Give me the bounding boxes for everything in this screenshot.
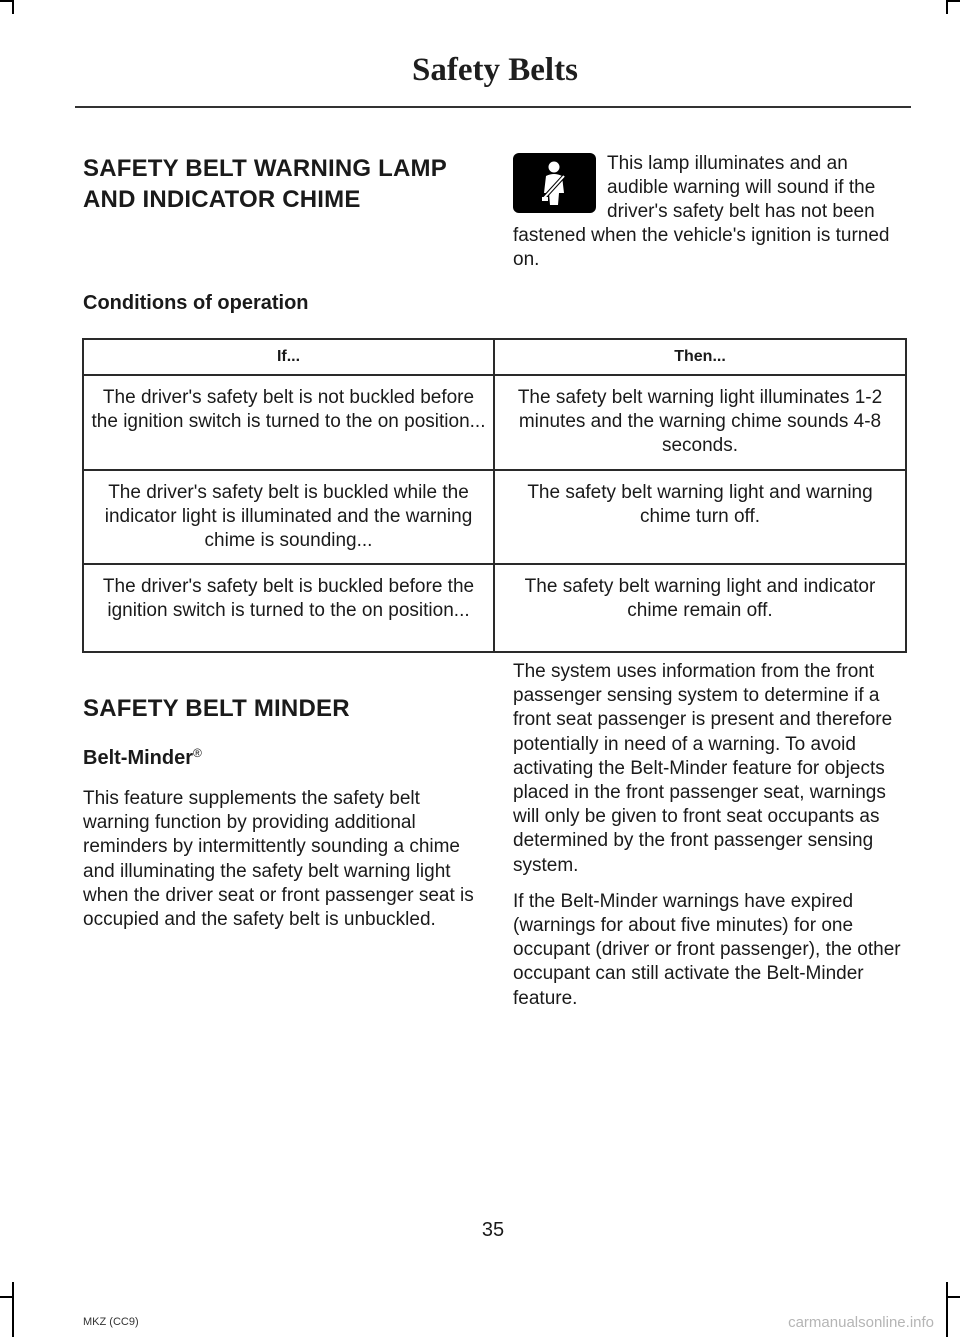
table-header-row (83, 339, 906, 375)
crop-mark (12, 0, 14, 14)
conditions-table (82, 338, 907, 653)
table-row (83, 375, 906, 470)
belt-minder-paragraph: This feature supplements the safety belt warning function by providing additional reminders by intermittently sounding a chime and illuminating the safety belt warning light when the driver seat or front passenger seat is occupied and the safety belt is unbuckled. (83, 788, 474, 931)
column-header-if: If... (83, 339, 494, 375)
table-cell-if: The driver's safety belt is buckled before the ignition switch is turned to the on position... (83, 564, 494, 652)
crop-mark (946, 0, 948, 14)
page-number: 35 (481, 1219, 505, 1241)
belt-minder-subheading (83, 746, 202, 770)
section-heading-line1: SAFETY BELT WARNING LAMP (83, 155, 447, 182)
crop-mark (12, 1282, 14, 1337)
belt-minder-left-column (83, 787, 478, 944)
header-divider (75, 106, 911, 108)
table-row (83, 564, 906, 652)
belt-minder-paragraph: If the Belt-Minder warnings have expired (warnings for about five minutes) for one occupant (driver or front passenger), the other occupant can still activate the Belt-Minder feature. (513, 890, 901, 1009)
lamp-description-continued: fastened when the vehicle's ignition is turned on. (513, 225, 890, 271)
page-title: Safety Belts (412, 52, 578, 88)
belt-minder-paragraph: The system uses information from the front passenger sensing system to determine if a front seat passenger is present and therefore potentially in need of a warning. To avoid activating the Belt-Minder feature for objects placed in the front passenger seat, warnings will only be given to front seat occupants as determined by the front passenger sensing system. (513, 661, 893, 876)
model-code: MKZ (CC9) (83, 1316, 139, 1328)
column-header-then: Then... (494, 339, 906, 375)
table-cell-if: The driver's safety belt is not buckled before the ignition switch is turned to the on position... (83, 375, 494, 470)
seatbelt-warning-icon (513, 153, 596, 213)
watermark: carmanualsonline.info (788, 1314, 934, 1331)
registered-mark: ® (193, 746, 202, 760)
belt-minder-right-column (513, 660, 913, 1023)
table-cell-then: The safety belt warning light illuminates 1-2 minutes and the warning chime sounds 4-8 seconds. (494, 375, 906, 470)
crop-mark (946, 1296, 960, 1298)
section-heading-line2: AND INDICATOR CHIME (83, 186, 361, 213)
conditions-subheading: Conditions of operation (83, 292, 309, 314)
table-cell-if: The driver's safety belt is buckled while the indicator light is illuminated and the warning chime is sounding... (83, 470, 494, 565)
belt-minder-subheading-text: Belt-Minder (83, 747, 193, 769)
crop-mark (946, 0, 960, 2)
belt-minder-heading: SAFETY BELT MINDER (83, 695, 350, 722)
table-cell-then: The safety belt warning light and indicator chime remain off. (494, 564, 906, 652)
lamp-description: This lamp illuminates and an audible warning will sound if the driver's safety belt has not been (607, 153, 876, 223)
table-row (83, 470, 906, 565)
table-cell-then: The safety belt warning light and warning chime turn off. (494, 470, 906, 565)
crop-mark (946, 1282, 948, 1337)
